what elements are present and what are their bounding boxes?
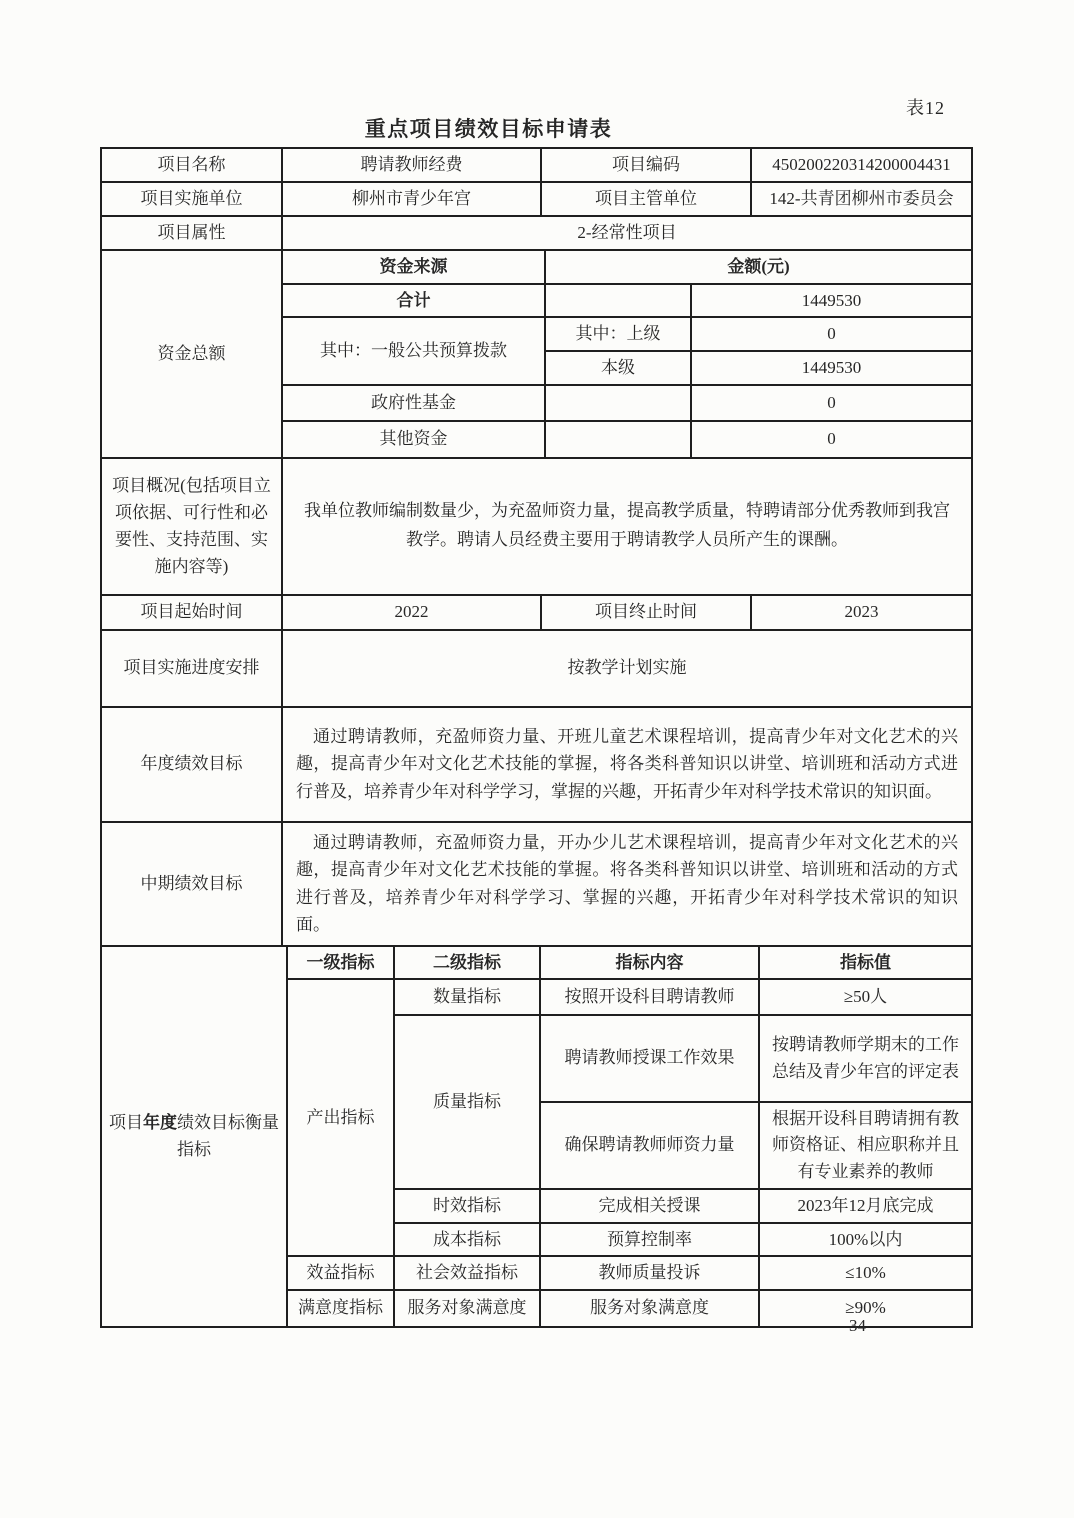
- implementing-unit-value: 柳州市青少年宫: [282, 182, 541, 216]
- quality-indicator-content-1: 聘请教师授课工作效果: [540, 1015, 759, 1102]
- indicators-section-label: [101, 946, 287, 1327]
- quality-indicator-label: 质量指标: [394, 1015, 540, 1189]
- quantity-indicator-label: 数量指标: [394, 979, 540, 1015]
- local-level-label: 本级: [545, 351, 691, 385]
- supervising-unit-label: 项目主管单位: [541, 182, 751, 216]
- funding-source-header: 资金来源: [282, 250, 545, 284]
- document-title: 重点项目绩效目标申请表: [364, 117, 613, 141]
- basic-info-table: [100, 147, 973, 251]
- benefit-indicator-content: 教师质量投诉: [540, 1256, 759, 1290]
- project-overview-label: 项目概况(包括项目立项依据、可行性和必要性、支持范围、实施内容等): [101, 458, 282, 595]
- project-attribute-value: 2-经常性项目: [282, 216, 972, 250]
- level1-benefit-label: 效益指标: [287, 1256, 394, 1290]
- quality-indicator-content-2: 确保聘请教师师资力量: [540, 1102, 759, 1189]
- budget-allocation-label: 其中：一般公共预算拨款: [282, 317, 545, 385]
- header-value: 指标值: [759, 946, 972, 980]
- table-row: [101, 822, 972, 946]
- funding-sum-value: 1449530: [691, 284, 972, 318]
- project-name-value: 聘请教师经费: [282, 148, 541, 182]
- midterm-goal-label: 中期绩效目标: [101, 822, 282, 946]
- timeliness-indicator-value: 2023年12月底完成: [759, 1189, 972, 1223]
- table-row: [101, 707, 972, 822]
- supervising-unit-value: 142-共青团柳州市委员会: [751, 182, 972, 216]
- government-fund-spacer: [545, 385, 691, 421]
- project-code-value: 450200220314200004431: [751, 148, 972, 182]
- quality-indicator-value-2: 根据开设科目聘请拥有教师资格证、相应职称并且有专业素养的教师: [759, 1102, 972, 1189]
- table-row: [101, 216, 972, 250]
- project-code-label: 项目编码: [541, 148, 751, 182]
- timeliness-indicator-label: 时效指标: [394, 1189, 540, 1223]
- table-row: [101, 182, 972, 216]
- page-number: 34: [849, 1316, 866, 1335]
- implementing-unit-label: 项目实施单位: [101, 182, 282, 216]
- upper-level-value: 0: [691, 317, 972, 351]
- application-form-table: [100, 147, 971, 1328]
- local-level-value: 1449530: [691, 351, 972, 385]
- schedule-value: 按教学计划实施: [282, 630, 972, 707]
- level1-output-label: 产出指标: [287, 979, 394, 1256]
- project-attribute-label: 项目属性: [101, 216, 282, 250]
- table-row: [101, 630, 972, 707]
- start-date-value: 2022: [282, 595, 541, 630]
- header-content: 指标内容: [540, 946, 759, 980]
- funding-sum-label: 合计: [282, 284, 545, 318]
- start-date-label: 项目起始时间: [101, 595, 282, 630]
- end-date-label: 项目终止时间: [541, 595, 751, 630]
- quantity-indicator-value: ≥50人: [759, 979, 972, 1015]
- table-row: [101, 595, 972, 630]
- satisfaction-indicator-content: 服务对象满意度: [540, 1290, 759, 1327]
- annual-goal-label: 年度绩效目标: [101, 707, 282, 822]
- end-date-value: 2023: [751, 595, 972, 630]
- funding-total-label: 资金总额: [101, 250, 282, 458]
- benefit-indicator-label: 社会效益指标: [394, 1256, 540, 1290]
- other-funds-spacer: [545, 421, 691, 458]
- indicators-section-label-post: 绩效目标衡量指标: [177, 1112, 279, 1160]
- satisfaction-indicator-value: ≥90%: [759, 1290, 972, 1327]
- funding-sum-spacer: [545, 284, 691, 318]
- table-row: [101, 946, 972, 980]
- project-name-label: 项目名称: [101, 148, 282, 182]
- level1-satisfaction-label: 满意度指标: [287, 1290, 394, 1327]
- cost-indicator-content: 预算控制率: [540, 1223, 759, 1257]
- schedule-label: 项目实施进度安排: [101, 630, 282, 707]
- other-funds-label: 其他资金: [282, 421, 545, 458]
- funding-amount-header: 金额(元): [545, 250, 972, 284]
- cost-indicator-label: 成本指标: [394, 1223, 540, 1257]
- header-level1: 一级指标: [287, 946, 394, 980]
- indicators-section-label-pre: 项目: [109, 1112, 143, 1132]
- government-fund-value: 0: [691, 385, 972, 421]
- quality-indicator-value-1: 按聘请教师学期末的工作总结及青少年宫的评定表: [759, 1015, 972, 1102]
- table-row: [101, 458, 972, 595]
- cost-indicator-value: 100%以内: [759, 1223, 972, 1257]
- other-funds-value: 0: [691, 421, 972, 458]
- timeliness-indicator-content: 完成相关授课: [540, 1189, 759, 1223]
- midterm-goal-value: 通过聘请教师，充盈师资力量，开办少儿艺术课程培训，提高青少年对文化艺术的兴趣，提高青少年对文化艺术技能的掌握。将各类科普知识以讲堂、培训班和活动的方式进行普及，培养青少年对科学学习、掌握的兴趣，开拓青少年对科学技术常识的知识面。: [282, 822, 972, 946]
- indicators-section-label-bold: 年度: [143, 1112, 177, 1132]
- table-row: [101, 250, 972, 284]
- overview-and-goals-table: [100, 457, 973, 947]
- annual-goal-value: 通过聘请教师，充盈师资力量、开班儿童艺术课程培训，提高青少年对文化艺术的兴趣，提高青少年对文化艺术技能的掌握，将各类科普知识以讲堂、培训班和活动方式进行普及，培养青少年对科学学习，掌握的兴趣，开拓青少年对科学技术常识的知识面。: [282, 707, 972, 822]
- project-overview-value: 我单位教师编制数量少，为充盈师资力量，提高教学质量，特聘请部分优秀教师到我宫教学。聘请人员经费主要用于聘请教学人员所产生的课酬。: [282, 458, 972, 595]
- upper-level-label: 其中：上级: [545, 317, 691, 351]
- header-level2: 二级指标: [394, 946, 540, 980]
- table-row: [101, 148, 972, 182]
- funding-table: [100, 249, 973, 459]
- quantity-indicator-content: 按照开设科目聘请教师: [540, 979, 759, 1015]
- form-number-tag: 表12: [906, 98, 945, 118]
- satisfaction-indicator-label: 服务对象满意度: [394, 1290, 540, 1327]
- benefit-indicator-value: ≤10%: [759, 1256, 972, 1290]
- government-fund-label: 政府性基金: [282, 385, 545, 421]
- indicators-table: [100, 945, 973, 1328]
